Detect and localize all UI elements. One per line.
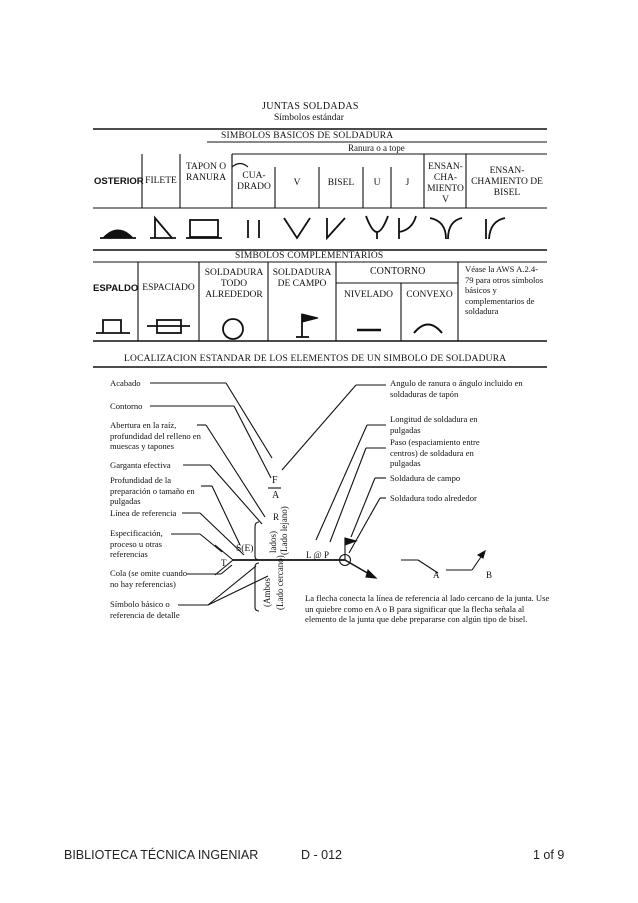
basic-symbols-header: SIMBOLOS BASICOS DE SOLDADURA <box>221 131 394 141</box>
label-tail: Cola (se omite cuando no hay referencias) <box>110 568 188 589</box>
supp-col-backing: ESPALDO <box>93 283 139 294</box>
groove-header: Ranura o a tope <box>348 143 405 153</box>
basic-col-bevel: BISEL <box>327 178 355 188</box>
footer-page: 1 of 9 <box>533 848 565 862</box>
symbol-T: T <box>221 558 227 568</box>
symbol-A: A <box>272 490 280 501</box>
symbol-F: F <box>272 475 278 486</box>
symbol-arrow-B: B <box>486 570 493 580</box>
supp-col-convex: CONVEXO <box>406 290 453 300</box>
basic-col-square: CUA- DRADO <box>237 171 271 192</box>
near-side-label: (Lado cercano) <box>275 555 285 610</box>
contour-header: CONTORNO <box>370 266 426 277</box>
label-weld-length: Longitud de soldadura en pulgadas <box>390 414 478 435</box>
footer-library: BIBLIOTECA TÉCNICA INGENIAR <box>64 848 259 862</box>
supp-col-field: SOLDADURA DE CAMPO <box>272 268 332 289</box>
label-depth-preparation: Profundidad de la preparación o tamaño en pulgadas <box>110 475 195 506</box>
label-basic-symbol: Símbolo básico o referencia de detalle <box>110 599 180 620</box>
basic-col-u: U <box>373 178 381 188</box>
label-root-opening: Abertura en la raíz, profundidad del relleno en muescas y tapones <box>110 420 201 451</box>
supp-col-flush: NIVELADO <box>343 290 394 300</box>
other-side-label: lados) <box>268 531 278 553</box>
label-field-weld: Soldadura de campo <box>390 473 461 483</box>
supp-col-spacer: ESPACIADO <box>142 283 195 293</box>
symbol-S: S(E) <box>236 544 254 554</box>
document-subtitle: Símbolos estándar <box>274 113 344 123</box>
document-title: JUNTAS SOLDADAS <box>262 101 359 112</box>
basic-col-flare-v: ENSAN- CHA- MIENTO V <box>427 162 464 205</box>
basic-col-plug: TAPON O RANURA <box>185 162 227 183</box>
supplementary-header: SIMBOLOS COMPLEMENTARIOS <box>235 251 384 261</box>
arrow-note: La flecha conecta la línea de referencia al lado cercano de la junta. Use un quiebre como en A o B para significar que la flecha señala al elemento de la junta que debe prepararse con algún tipo de bisel. <box>305 593 550 624</box>
basic-col-v: V <box>293 178 301 188</box>
basic-col-j: J <box>405 178 410 188</box>
label-reference-line: Línea de referencia <box>110 508 177 518</box>
supp-col-all-around: SOLDADURA TODO ALREDEDOR <box>204 268 264 300</box>
label-all-around: Soldadura todo alrededor <box>390 493 477 503</box>
symbol-LP: L @ P <box>306 550 329 560</box>
label-effective-throat: Garganta efectiva <box>110 460 171 470</box>
footer-code: D - 012 <box>301 848 342 862</box>
symbol-arrow-A: A <box>433 570 440 580</box>
supp-note: Véase la AWS A.2.4-79 para otros símbolos básicos y complementarios de soldadura <box>465 264 544 316</box>
basic-col-fillet: FILETE <box>145 176 177 186</box>
label-pitch: Paso (espaciamiento entre centros) de soldadura en pulgadas <box>390 437 480 468</box>
label-specification: Especificación, proceso u otras referencias <box>110 528 163 559</box>
label-contour: Contorno <box>110 401 143 411</box>
location-header: LOCALIZACION ESTANDAR DE LOS ELEMENTOS DE UN SIMBOLO DE SOLDADURA <box>124 354 507 364</box>
label-finish: Acabado <box>110 378 141 388</box>
symbol-R: R <box>273 512 280 522</box>
label-groove-angle: Angulo de ranura o ángulo incluido en soldaduras de tapón <box>390 378 523 399</box>
far-side-label: (Lado lejano) <box>279 506 289 555</box>
basic-col-posterior: OSTERIOR <box>94 176 144 187</box>
both-sides-label: (Ambos <box>262 578 272 607</box>
basic-col-flare-bevel: ENSAN- CHAMIENTO DE BISEL <box>471 166 543 198</box>
